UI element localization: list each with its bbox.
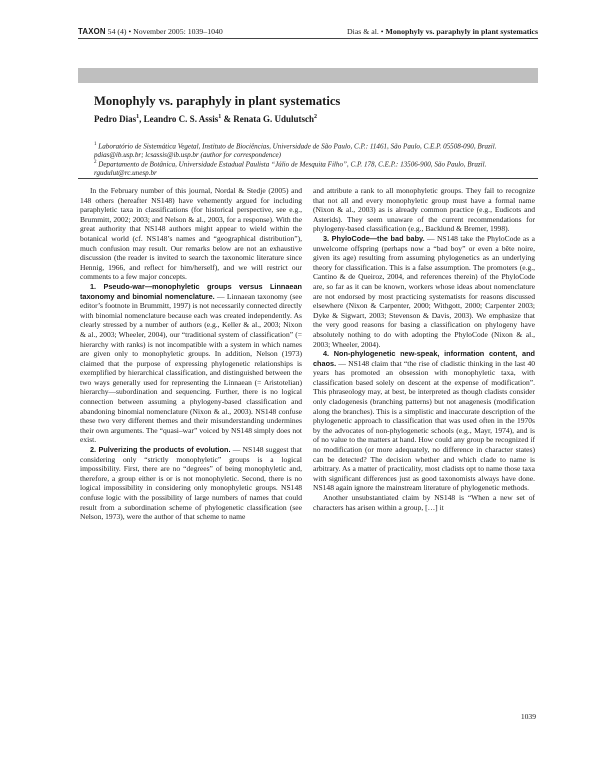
affiliation-2: $^2$ Departamento de Botânica, Universidade Estadual Paulista “Júlio de Mesquita Filho”, C.P. 178, C.E.P.: 13506-900, São Paulo, Brazil. rgudulut@rc.unesp.br	[94, 160, 487, 178]
affiliation-1: $^1$ Laboratório de Sistemática Vegetal, Instituto de Biociências, Universidade de São Paulo, C.P.: 11461, São Paulo, C.E.P. 05508-090, Brazil. pdias@ib.usp.br; lcsassis@ib.usp.br (author for correspondence)	[94, 142, 497, 160]
section-heading: 2. Pulverizing the products of evolution.	[90, 445, 231, 455]
header-authors: Dias & al. •	[347, 27, 384, 36]
affiliation-rule	[78, 178, 538, 179]
section-heading: 3. PhyloCode—the bad baby.	[323, 233, 425, 243]
section-heading: 4. Non-phylogenetic new-speak, information content, and chaos.	[313, 349, 535, 368]
author-affiliation-marker: 1	[136, 114, 140, 120]
section-1: 1. Pseudo-war—monophyletic groups versus Linnaean taxonomy and binomial nomenclature. — Linnaean taxonomy (see editor’s footnote in Brummitt, 1997) is not necessarily connected directly with binomial nomenclature because each was created independently. As clearly stressed by a number of authors (e.g., Keller & al., 2003; Nixon & al., 2003; Wheeler, 2004), our “traditional system of classification” (= hierarchy with ranks) is not incompatible with a system in which names are given only to monophyletic groups. In addition, Nelson (1973) claimed that the purpose of expressing phylogenetic relationships is exemplified by hierarchical classification, and distinguished between the two ways generally used for representing the Linnaean (= Aristotelian) hierarchy—subordination and sequencing. Further, there is no logical connection between assuming a phylogeny-based classification and abandoning binomial nomenclature (Nixon & al., 2003). NS148 confuse these two very different themes and their misunderstanding undermines their own arguments. The “quasi–war” voiced by NS148 simply does not exist.	[80, 281, 302, 445]
section-4: 4. Non-phylogenetic new-speak, information content, and chaos. — NS148 claim that “the rise of cladistic thinking in the last 40 years has promoted an obsession with monophyletic taxa, with classification based solely on descent at the expense of modification”. This phraseology may, at best, be interpreted as though cladists consider only cladogenesis (branching patterns) but not anagenesis (modification along the branches). This is a simplistic and inaccurate description of the phylogenetic approach to classification that was used often in the 1970s by the advocates of non-phylogenetic schools (e.g., Mayr, 1974), and is of no value to the matters at hand. How could any group be recognized if no modification (or more adequately, no difference in character states) can be detected? The decision whether and which clade to name is arbitrary. As a matter of practicality, most cladists opt to name those taxa with significant differences just as good taxonomists always have done. NS148 again ignore the mainstream literature of phylogenetic methods.	[313, 349, 535, 493]
paragraph: and attribute a rank to all monophyletic groups. They fail to recognize that not all and every monophyletic group must have a formal name (Nixon & al., 2003) as is already common practice (e.g., Eudicots and Asterids). They seem unaware of the current recommendations for phylogeny-based classification (e.g., Backlund & Bremer, 1998).	[313, 186, 535, 234]
author-affiliation-marker: 2	[313, 114, 317, 120]
section-heading: 1. Pseudo-war—monophyletic groups versus Linnaean taxonomy and binomial nomenclature.	[80, 281, 302, 301]
author-name: Leandro C. S. Assis	[143, 114, 219, 124]
section-2: 2. Pulverizing the products of evolution. — NS148 suggest that considering only “strictly monophyletic” groups is a logical impossibility. First, there are no “degrees” of being monophyletic and, therefore, a group either is or is not monophyletic. Second, there is no logical impossibility in considering only monophyletic groups. NS148 confuse logic with the possibility of large numbers of names that could result from a subordination scheme of phylogenetic classification (see Nelson, 1973), were the author of that scheme to name	[80, 445, 302, 522]
section-3: 3. PhyloCode—the bad baby. — NS148 take the PhyloCode as a unwelcome offspring (perhaps now a “bad boy” or even a bête noire, given its age) resulting from assuming phylogenetics as an underlying theory for classification. This is a false assumption. The promoters (e.g., Cantino & de Queiroz, 2004, and references therein) of the PhyloCode are, so far as it can be known, workers whose ideas about nomenclature are not endorsed by most practicing systematists for reasons discussed elsewhere (Nixon & Carpenter, 2000; Withgott, 2000; Carpenter 2003; Dyke & Sigwart, 2003; Stevenson & Davis, 2003). We emphasize that the very good reasons for basing a classification on phylogeny have absolutely nothing to do with adopting the PhyloCode (Nixon & al., 2003; Wheeler, 2004).	[313, 233, 535, 349]
running-title: Monophyly vs. paraphyly in plant systematics	[385, 27, 538, 36]
author-affiliation-marker: 1	[218, 114, 222, 120]
author-name: Renata G. Udulutsch	[233, 114, 314, 124]
running-header-left	[78, 27, 223, 36]
author-list: Pedro Dias$^1$, Leandro C. S. Assis$^1$ & Renata G. Udulutsch$^2$	[94, 114, 317, 124]
header-rule	[78, 38, 538, 39]
page-number: 1039	[520, 712, 536, 721]
article-title: Monophyly vs. paraphyly in plant systematics	[94, 94, 341, 108]
section-banner	[78, 68, 538, 83]
paragraph: In the February number of this journal, Nordal & Stedje (2005) and 148 others (hereafter NS148) have vehemently argued for including paraphyletic taxa in classifications (for historical perspective, see e.g., Brummitt, 2002; 2003; and Nelson & al., 2003, for a response). With the great authority that NS148 authors might appear to wield within the botanical world (cf. NS148’s names and “geographical distribution”), much confusion may result. Our remarks below are not an exhaustive discussion (the reader is invited to search the taxonomic literature since Hennig, 1966, and reflect for him/herself), and we will restrict our comments to a few major concepts.	[80, 186, 302, 282]
body-column-right	[313, 186, 535, 512]
body-column-left	[80, 186, 302, 522]
journal-name: TAXON	[78, 27, 106, 36]
paragraph: Another unsubstantiated claim by NS148 is “When a new set of characters has arisen within a group, […] it	[313, 493, 535, 512]
author-name: Pedro Dias	[94, 114, 137, 124]
running-header-right	[347, 27, 538, 36]
issue-info: 54 (4) • November 2005: 1039–1040	[107, 27, 223, 36]
